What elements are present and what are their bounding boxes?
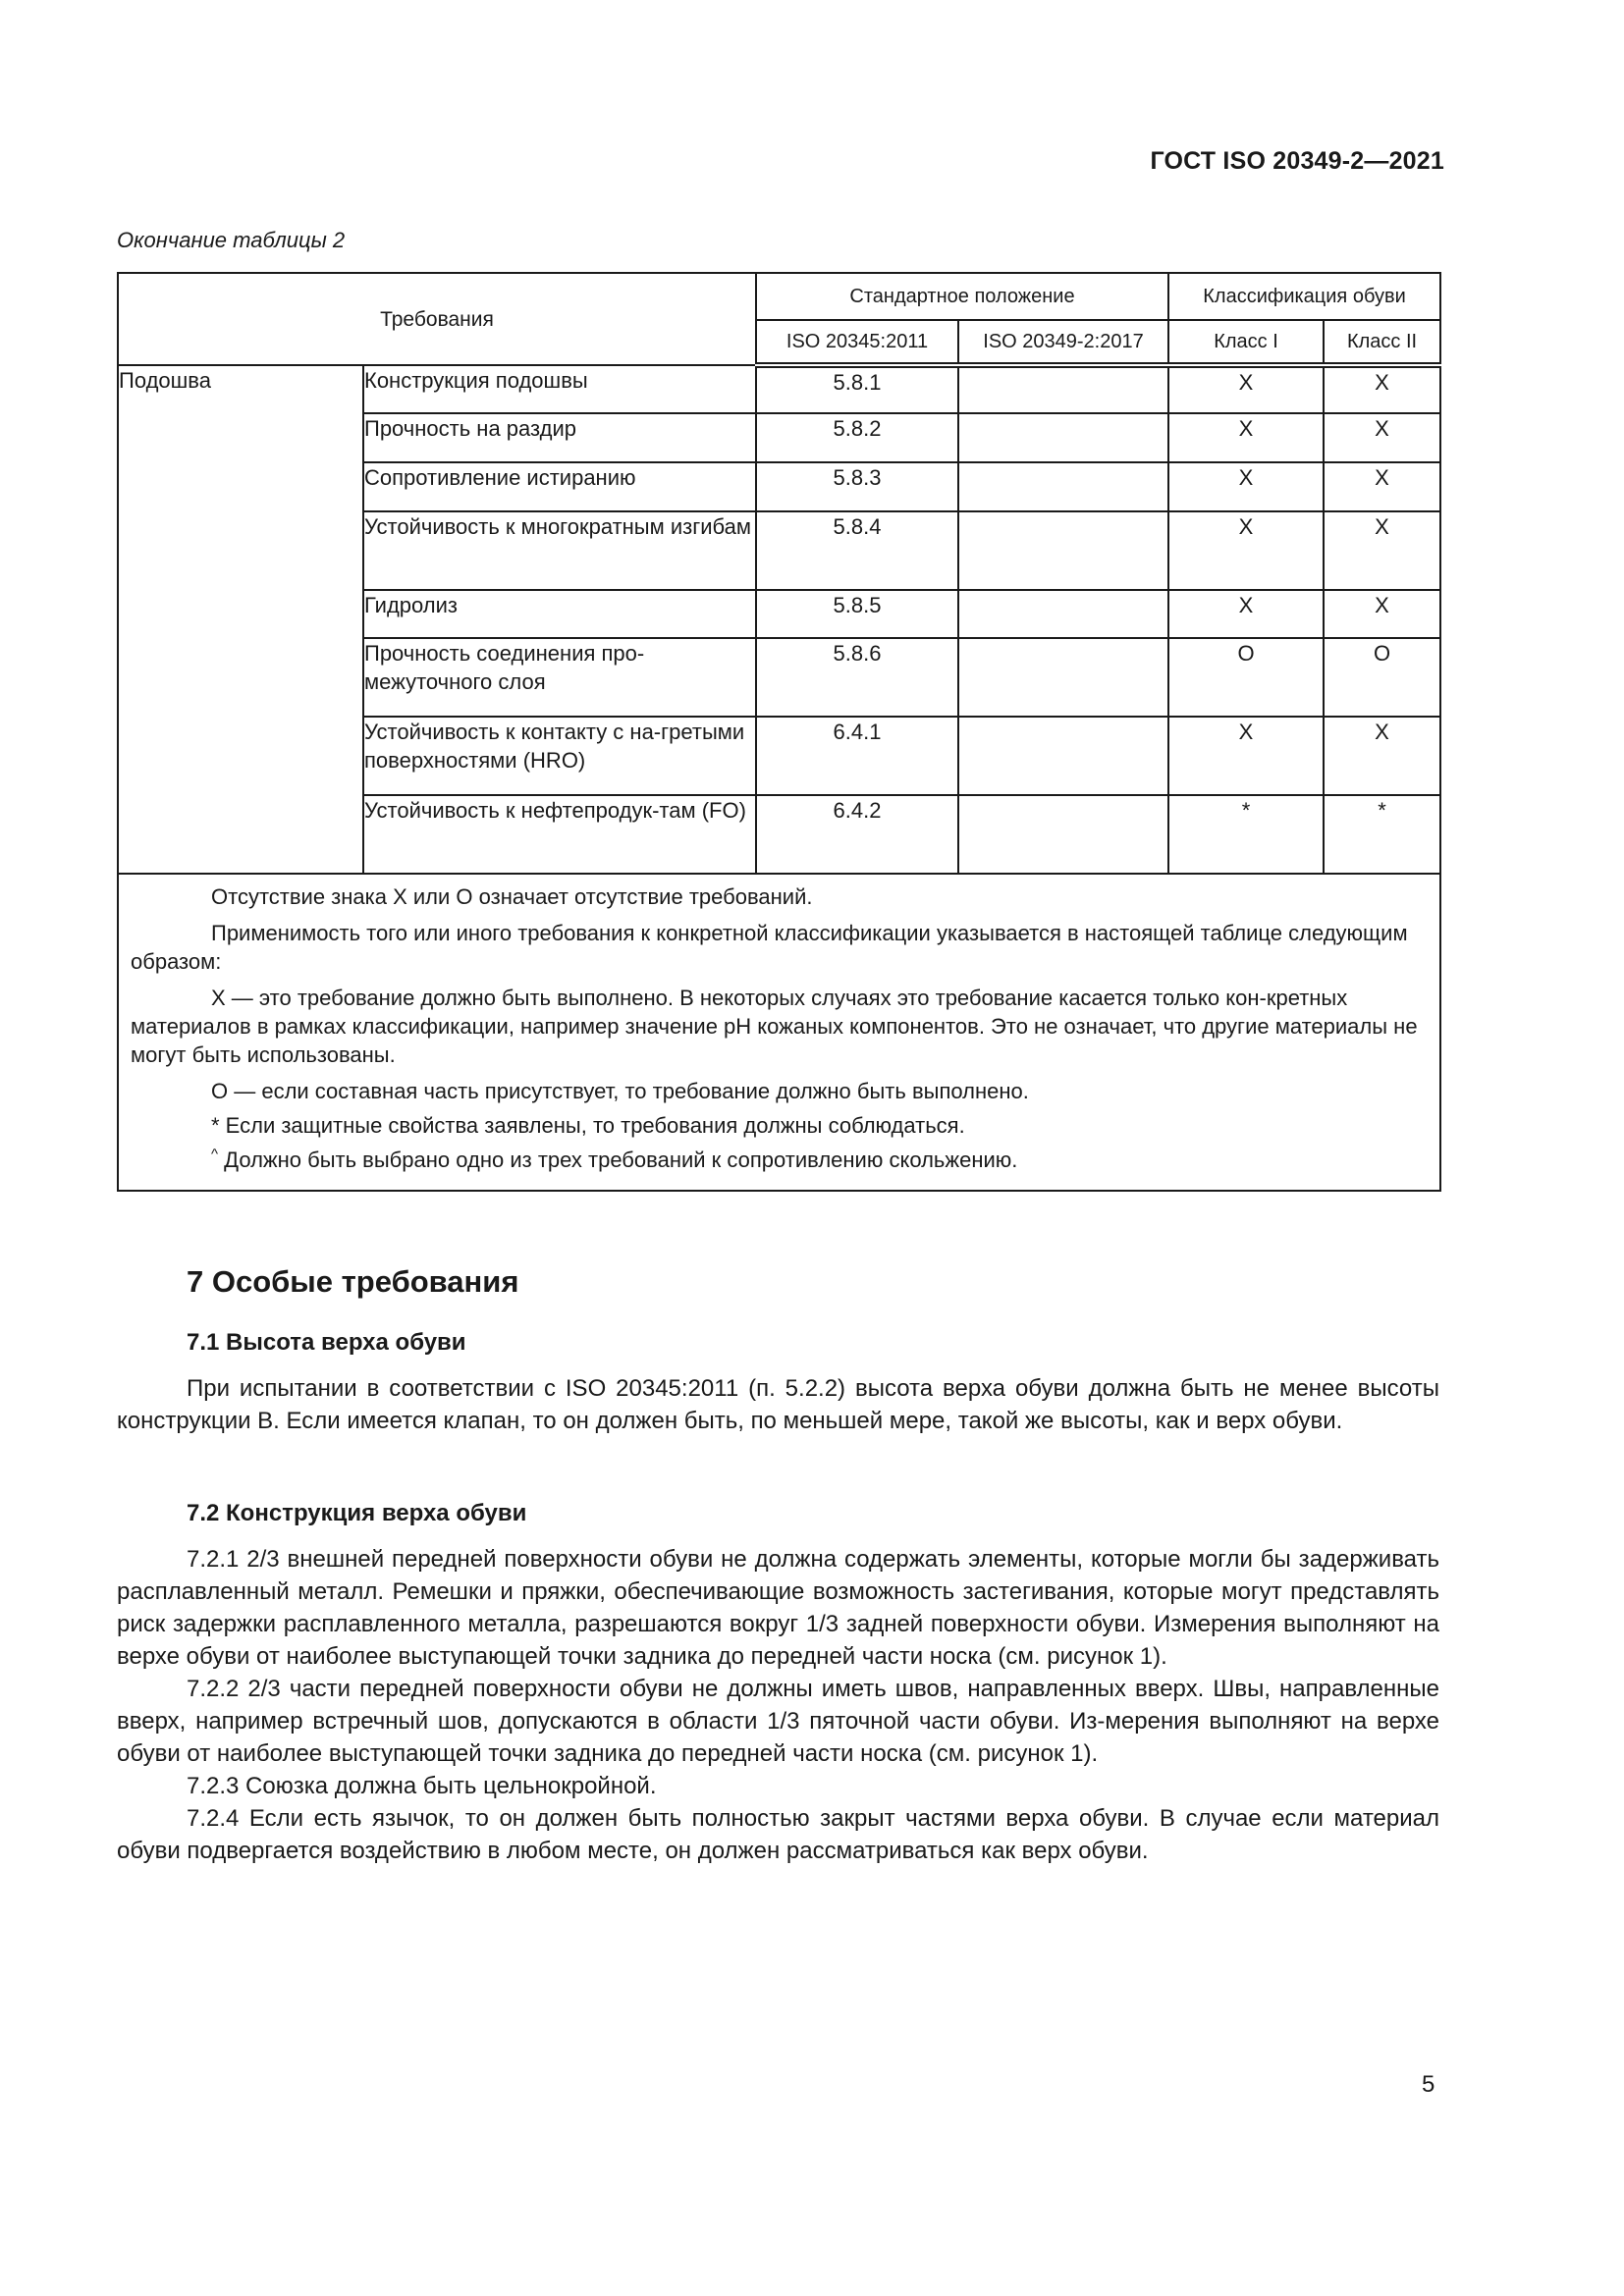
- paragraph-7-2-2: 7.2.2 2/3 части передней поверхности обуви не должны иметь швов, направленных вверх. Швы, направленные вверх, например встречный шов, допускаются в области 1/3 пяточной части обуви. Из-мерения выполняют на верхе обуви от наиболее выступающей точки задника до передней части носка (см. рисунок 1).: [117, 1676, 1439, 1767]
- requirement-cell: Сопротивление истиранию: [363, 462, 756, 511]
- caret-mark: ^: [211, 1146, 219, 1163]
- class-1-cell: X: [1168, 462, 1324, 511]
- class-2-cell: X: [1324, 365, 1440, 413]
- iso-20345-cell: 6.4.1: [756, 717, 958, 795]
- section-7-2-body: [117, 1543, 1439, 1867]
- page-number: 5: [1422, 2071, 1435, 2098]
- note-asterisk: * Если защитные свойства заявлены, то требования должны соблюдаться.: [211, 1113, 965, 1138]
- note-caret-text: Должно быть выбрано одно из трех требований к сопротивлению скольжению.: [224, 1148, 1018, 1172]
- paragraph-7-2-4: 7.2.4 Если есть язычок, то он должен быть полностью закрыт частями верха обуви. В случае если материал обуви подвергается воздействию в любом месте, он должен рассматриваться как верх обуви.: [117, 1805, 1439, 1864]
- header-iso-20345: ISO 20345:2011: [756, 320, 958, 365]
- header-class-2: Класс II: [1324, 320, 1440, 365]
- iso-20349-cell: [958, 413, 1168, 462]
- section-7-1-body: [117, 1372, 1439, 1437]
- class-2-cell: X: [1324, 511, 1440, 590]
- note-x-mark: X — это требование должно быть выполнено. В некоторых случаях это требование касается только кон-кретных материалов в рамках классификации, например значение pH кожаных компонентов. Это не означает, что другие материалы не могут быть использованы.: [131, 986, 1418, 1067]
- note-absence: Отсутствие знака X или O означает отсутствие требований.: [211, 884, 813, 909]
- class-2-cell: X: [1324, 462, 1440, 511]
- class-1-cell: X: [1168, 590, 1324, 638]
- iso-20345-cell: 5.8.3: [756, 462, 958, 511]
- iso-20349-cell: [958, 511, 1168, 590]
- iso-20345-cell: 5.8.2: [756, 413, 958, 462]
- iso-20349-cell: [958, 717, 1168, 795]
- class-1-cell: X: [1168, 717, 1324, 795]
- iso-20345-cell: 6.4.2: [756, 795, 958, 874]
- iso-20345-cell: 5.8.1: [756, 365, 958, 413]
- requirement-cell: Прочность соединения про-межуточного слоя: [363, 638, 756, 717]
- class-2-cell: *: [1324, 795, 1440, 874]
- paragraph: При испытании в соответствии с ISO 20345:2011 (п. 5.2.2) высота верха обуви должна быть не менее высоты конструкции B. Если имеется клапан, то он должен быть, по меньшей мере, такой же высоты, как и верх обуви.: [117, 1375, 1439, 1434]
- requirement-cell: Устойчивость к многократным изгибам: [363, 511, 756, 590]
- table-caption: Окончание таблицы 2: [117, 228, 346, 252]
- iso-20349-cell: [958, 590, 1168, 638]
- header-standard-position: Стандартное положение: [756, 273, 1168, 320]
- requirement-cell: Гидролиз: [363, 590, 756, 638]
- iso-20345-cell: 5.8.5: [756, 590, 958, 638]
- section-7-2-title: 7.2 Конструкция верха обуви: [187, 1500, 527, 1526]
- iso-20345-cell: 5.8.4: [756, 511, 958, 590]
- requirement-cell: Конструкция подошвы: [363, 365, 756, 413]
- class-1-cell: X: [1168, 511, 1324, 590]
- paragraph-7-2-1: 7.2.1 2/3 внешней передней поверхности обуви не должна содержать элементы, которые могли бы задерживать расплавленный металл. Ремешки и пряжки, обеспечивающие возможность застегивания, которые могут представлять риск задержки расплавленного металла, разрешаются вокруг 1/3 задней поверхности обуви. Измерения выполняют на верхе обуви от наиболее выступающей точки задника до передней части носка (см. рисунок 1).: [117, 1546, 1439, 1670]
- note-caret: [131, 1146, 1428, 1174]
- header-iso-20349: ISO 20349-2:2017: [958, 320, 1168, 365]
- class-2-cell: X: [1324, 717, 1440, 795]
- note-o-mark: O — если составная часть присутствует, то требование должно быть выполнено.: [211, 1079, 1029, 1103]
- group-cell-sole: Подошва: [118, 365, 363, 874]
- section-7-1-title: 7.1 Высота верха обуви: [187, 1329, 466, 1356]
- iso-20349-cell: [958, 365, 1168, 413]
- section-7-title: 7 Особые требования: [187, 1264, 519, 1299]
- class-2-cell: X: [1324, 590, 1440, 638]
- class-1-cell: X: [1168, 413, 1324, 462]
- header-class-1: Класс I: [1168, 320, 1324, 365]
- iso-20349-cell: [958, 462, 1168, 511]
- paragraph-7-2-3: 7.2.3 Союзка должна быть цельнокройной.: [187, 1773, 657, 1799]
- requirement-cell: Устойчивость к нефтепродук-там (FO): [363, 795, 756, 874]
- note-applicability: Применимость того или иного требования к конкретной классификации указывается в настоящей таблице следующим образом:: [131, 921, 1408, 974]
- requirement-cell: Устойчивость к контакту с на-гретыми поверхностями (HRO): [363, 717, 756, 795]
- table-notes-row: [118, 874, 1440, 1191]
- header-requirements: Требования: [118, 273, 756, 365]
- iso-20349-cell: [958, 638, 1168, 717]
- class-2-cell: X: [1324, 413, 1440, 462]
- table-notes: [118, 874, 1440, 1191]
- header-classification: Классификация обуви: [1168, 273, 1440, 320]
- class-1-cell: X: [1168, 365, 1324, 413]
- requirements-table: [117, 272, 1441, 1192]
- iso-20349-cell: [958, 795, 1168, 874]
- class-1-cell: *: [1168, 795, 1324, 874]
- requirement-cell: Прочность на раздир: [363, 413, 756, 462]
- table-row: [118, 365, 1440, 413]
- class-2-cell: O: [1324, 638, 1440, 717]
- iso-20345-cell: 5.8.6: [756, 638, 958, 717]
- standard-code-header: ГОСТ ISO 20349-2—2021: [1150, 147, 1444, 175]
- class-1-cell: O: [1168, 638, 1324, 717]
